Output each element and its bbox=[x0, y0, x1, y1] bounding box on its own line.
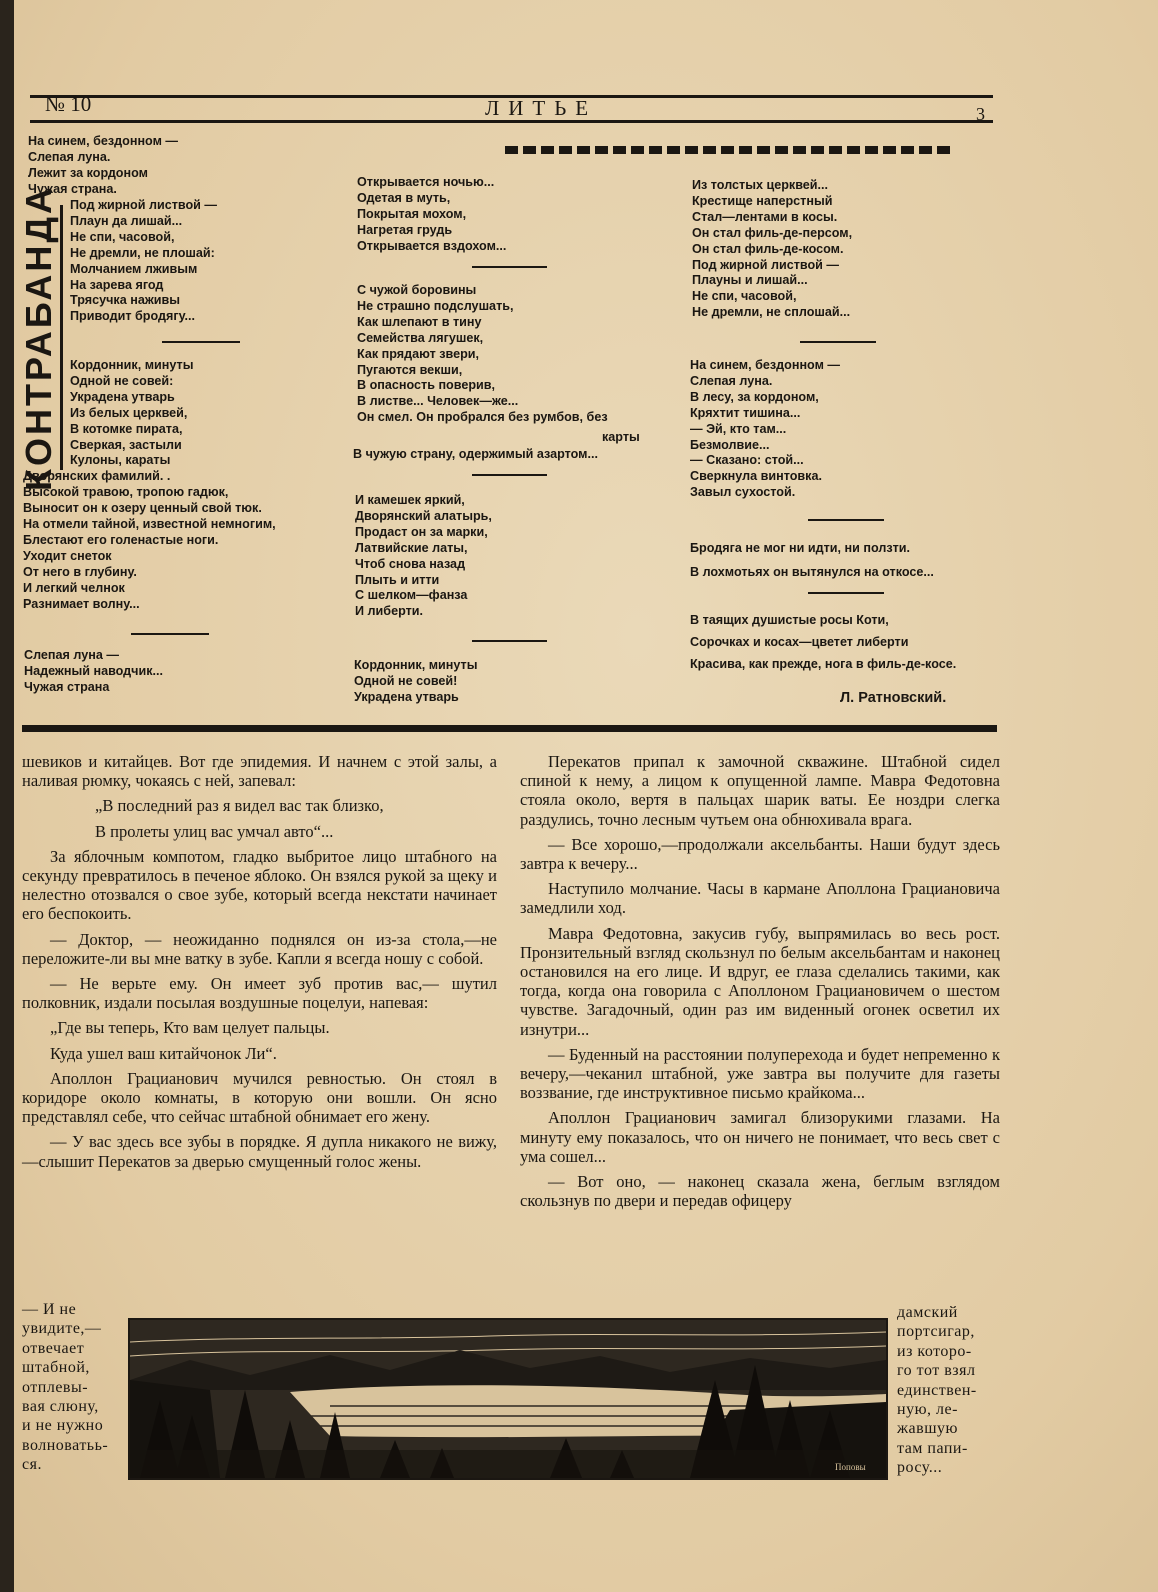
stanza-rule bbox=[472, 474, 547, 476]
text-line: Кулоны, караты bbox=[70, 453, 171, 468]
text-line: Латвийские латы, bbox=[355, 540, 468, 555]
text-line: И легкий челнок bbox=[23, 580, 125, 595]
text-line: Не спи, часовой, bbox=[70, 229, 175, 244]
prose-left-narrow bbox=[22, 1300, 117, 1475]
poem-column-2-stanza-2-end bbox=[353, 447, 598, 463]
paragraph: — Все хорошо,—продолжали аксельбанты. Наши будут здесь завтра к вечеру... bbox=[520, 834, 1000, 874]
poem-title: КОНТРАБАНДА bbox=[18, 184, 59, 491]
text-line: портсигар, bbox=[897, 1323, 975, 1341]
text-line: На синем, бездонном — bbox=[28, 134, 178, 148]
text-line: вая слюну, bbox=[22, 1398, 99, 1416]
poem-signature: Л. Ратновский. bbox=[840, 690, 947, 706]
dashed-rule bbox=[505, 146, 951, 154]
text-line: В чужую страну, одержимый азартом... bbox=[353, 447, 598, 461]
text-line: — Сказано: стой... bbox=[690, 453, 804, 468]
text-line: Покрытая мохом, bbox=[357, 206, 467, 221]
text-line: Кряхтит тишина... bbox=[690, 405, 801, 420]
poem-column-3-stanza-4 bbox=[690, 609, 956, 675]
stanza-rule bbox=[162, 341, 240, 343]
text-line: Под жирной листвой — bbox=[70, 198, 217, 212]
prose-right-narrow bbox=[897, 1303, 997, 1478]
text-line: На отмели тайной, известной немногим, bbox=[23, 517, 276, 532]
text-line: Из толстых церквей... bbox=[692, 178, 829, 192]
text-line: Пугаются векши, bbox=[357, 362, 463, 377]
text-line: Кордонник, минуты bbox=[354, 658, 478, 672]
text-line: Крестище наперстный bbox=[692, 193, 833, 208]
text-line: дамский bbox=[897, 1304, 958, 1321]
stanza-rule bbox=[472, 266, 547, 268]
text-line: там папи- bbox=[897, 1439, 968, 1457]
poem-column-1-stanza-3 bbox=[24, 648, 163, 696]
text-line: Не дремли, не плошай: bbox=[70, 245, 215, 260]
paragraph: Аполлон Грацианович мучился ревностью. Он стоял в коридоре около комнаты, в которую они вошли. Он ясно представлял себе, что сейчас штабной обнимает его жену. bbox=[22, 1068, 497, 1127]
text-line: волноватьь- bbox=[22, 1436, 109, 1454]
stanza-rule bbox=[808, 519, 884, 521]
text-line: И камешек яркий, bbox=[355, 493, 465, 507]
text-line: Уходит снеток bbox=[23, 548, 112, 563]
poem-column-2-stanza-3 bbox=[355, 493, 492, 620]
stanza-rule bbox=[800, 341, 876, 343]
paragraph: Перекатов припал к замочной скважине. Штабной сидел спиной к нему, а лицом к опущенной лампе. Мавра Федотовна стояла около, вертя в пальцах шарик ваты. Ее ноздри слегка раздулись, точно лесным чутьем она обнюхивала врага. bbox=[520, 752, 1000, 829]
text-line: ную, ле- bbox=[897, 1401, 958, 1419]
poem-column-3-stanza-2 bbox=[690, 358, 840, 501]
text-line: Лежит за кордоном bbox=[28, 165, 148, 180]
text-line: ся. bbox=[22, 1456, 42, 1474]
text-line: Дворянских фамилий. . bbox=[23, 469, 171, 484]
poem-karty: карты bbox=[602, 430, 640, 444]
stanza-rule bbox=[131, 633, 209, 635]
newspaper-title: ЛИТЬЕ bbox=[485, 96, 598, 120]
poem-column-2-stanza-2 bbox=[357, 283, 608, 426]
text-line: Из белых церквей, bbox=[70, 405, 188, 420]
text-line: и не нужно bbox=[22, 1417, 104, 1435]
text-line: Слепая луна. bbox=[690, 373, 773, 388]
text-line: Плауны и лишай... bbox=[692, 273, 808, 288]
text-line: го тот взял bbox=[897, 1362, 976, 1380]
text-line: Разнимает волну... bbox=[23, 596, 140, 611]
text-line: В лесу, за кордоном, bbox=[690, 389, 819, 404]
text-line: Чтоб снова назад bbox=[355, 556, 466, 571]
paragraph: — У вас здесь все зубы в порядке. Я дупла никакого не вижу,—слышит Перекатов за дверью смущенный голос жены. bbox=[22, 1132, 497, 1171]
paragraph: В пролеты улиц вас умчал авто“... bbox=[95, 821, 334, 841]
poem-column-2-stanza-1 bbox=[357, 175, 506, 255]
text-line: Красива, как прежде, нога в филь-де-косе. bbox=[690, 657, 957, 671]
prose-right-column bbox=[520, 752, 1000, 1216]
text-line: Семейства лягушек, bbox=[357, 330, 484, 345]
paragraph: „В последний раз я видел вас так близко, bbox=[95, 796, 384, 816]
text-line: Как прядают звери, bbox=[357, 346, 480, 361]
paragraph: Наступило молчание. Часы в кармане Аполлона Грациановича замедлили ход. bbox=[520, 879, 1000, 918]
text-line: Стал—лентами в косы. bbox=[692, 209, 838, 224]
text-line: из которо- bbox=[897, 1342, 972, 1360]
landscape-illustration bbox=[130, 1320, 886, 1478]
text-line: Он смел. Он пробрался без румбов, без bbox=[357, 410, 608, 425]
text-line: Плыть и итти bbox=[355, 572, 440, 587]
text-line: единствен- bbox=[897, 1381, 977, 1399]
text-line: Сверкнула винтовка. bbox=[690, 469, 822, 484]
poem-column-3-stanza-1 bbox=[692, 178, 852, 321]
text-line: Сверкая, застыли bbox=[70, 437, 182, 452]
text-line: В таящих душистые росы Коти, bbox=[690, 613, 889, 627]
text-line: Приводит бродягу... bbox=[70, 309, 195, 324]
text-line: Не страшно подслушать, bbox=[357, 298, 514, 313]
text-line: От него в глубину. bbox=[23, 564, 137, 579]
text-line: Выносит он к озеру ценный свой тюк. bbox=[23, 501, 262, 516]
text-line: В опасность поверив, bbox=[357, 378, 496, 393]
paragraph: — Вот оно, — наконец сказала жена, беглым взглядом скользнув по двери и передав офицеру bbox=[520, 1172, 1000, 1211]
text-line: Слепая луна. bbox=[28, 149, 111, 164]
text-line: С шелком—фанза bbox=[355, 588, 468, 603]
text-line: Высокой травою, тропою гадюк, bbox=[23, 485, 229, 500]
poem-column-1-block bbox=[70, 198, 217, 325]
text-line: Одной не совей! bbox=[354, 673, 458, 688]
prose-left-column bbox=[22, 752, 497, 1177]
text-line: Бродяга не мог ни идти, ни ползти. bbox=[690, 541, 911, 555]
paragraph: — Не верьте ему. Он имеет зуб против вас,— шутил полковник, издали посылая воздушные поцелуи, напевая: bbox=[22, 974, 497, 1013]
paragraph: — Буденный на расстоянии полуперехода и будет непременно к вечеру,—чеканил штабной, уже завтра вы получите для газеты воззвание, где инструктивное письмо крайкома... bbox=[520, 1044, 1000, 1103]
paragraph: Куда ушел ваш китайчонок Ли“. bbox=[50, 1043, 277, 1063]
text-line: Чужая страна bbox=[24, 679, 110, 694]
text-line: Открывается вздохом... bbox=[357, 238, 507, 253]
text-line: Продаст он за марки, bbox=[355, 524, 488, 539]
text-line: Блестают его голенастые ноги. bbox=[23, 532, 219, 547]
text-line: Украдена утварь bbox=[70, 389, 175, 404]
paragraph: „Где вы теперь, Кто вам целует пальцы. bbox=[50, 1018, 330, 1038]
text-line: Под жирной листвой — bbox=[692, 257, 839, 272]
text-line: Безмолвие... bbox=[690, 437, 770, 452]
text-line: отплевы- bbox=[22, 1378, 89, 1396]
text-line: Кордонник, минуты bbox=[70, 358, 194, 372]
text-line: Нагретая грудь bbox=[357, 222, 453, 237]
text-line: Сорочках и косах—цветет либерти bbox=[690, 635, 909, 649]
text-line: Открывается ночью... bbox=[357, 175, 495, 189]
section-divider bbox=[22, 725, 997, 732]
text-line: На зарева ягод bbox=[70, 277, 164, 292]
text-line: Молчанием лживым bbox=[70, 261, 198, 276]
paragraph: — Доктор, — неожиданно поднялся он из-за стола,—не переложите-ли вы мне ватку в зубе. Капли я всегда ношу с собой. bbox=[22, 929, 497, 968]
text-line: Чужая страна. bbox=[28, 181, 117, 196]
paragraph: Аполлон Грацианович замигал близорукими глазами. На минуту ему показалось, что он ничего не понимает, что весь свет с ума сошел... bbox=[520, 1108, 1000, 1166]
text-line: Не дремли, не сплошай... bbox=[692, 305, 851, 320]
illustration-signature: Поповы bbox=[835, 1462, 866, 1472]
text-line: жавшую bbox=[897, 1420, 958, 1438]
text-line: увидите,— bbox=[22, 1320, 102, 1338]
text-line: С чужой боровины bbox=[357, 283, 477, 297]
text-line: Не спи, часовой, bbox=[692, 289, 797, 304]
text-line: — Эй, кто там... bbox=[690, 421, 787, 436]
stanza-rule bbox=[472, 640, 547, 642]
landscape-woodcut bbox=[128, 1318, 888, 1480]
issue-number: № 10 bbox=[45, 92, 92, 116]
text-line: И либерти. bbox=[355, 604, 424, 619]
text-line: Одетая в муть, bbox=[357, 190, 451, 205]
poem-title-bar bbox=[60, 205, 63, 470]
binding-edge bbox=[0, 0, 14, 1592]
text-line: В котомке пирата, bbox=[70, 421, 183, 436]
text-line: Дворянский алатырь, bbox=[355, 508, 492, 523]
text-line: Одной не совей: bbox=[70, 373, 174, 388]
text-line: — И не bbox=[22, 1301, 77, 1318]
text-line: Надежный наводчик... bbox=[24, 663, 164, 678]
text-line: Слепая луна — bbox=[24, 648, 119, 662]
text-line: Он стал филь-де-косом. bbox=[692, 241, 844, 256]
text-line: В листве... Человек—же... bbox=[357, 394, 519, 409]
text-line: Трясучка наживы bbox=[70, 293, 180, 308]
paragraph: Мавра Федотовна, закусив губу, выпрямилась во весь рост. Пронзительный взгляд скользнул по белым аксельбантам и наконец остановился на его лице. И вдруг, ее глаза сделались такими, как тогда, когда она говорила с Аполлоном Грациановичем о шестом чувстве. Загадочный, один раз им виденный огонек осветил их изнутри... bbox=[520, 923, 1000, 1039]
text-line: Как шлепают в тину bbox=[357, 314, 482, 329]
poem-column-2-stanza-4 bbox=[354, 658, 477, 706]
poem-column-3-stanza-3 bbox=[690, 536, 934, 584]
text-line: Украдена утварь bbox=[354, 689, 459, 704]
text-line: Плаун да лишай... bbox=[70, 213, 183, 228]
stanza-rule bbox=[808, 592, 884, 594]
text-line: Он стал филь-де-персом, bbox=[692, 225, 853, 240]
text-line: росу... bbox=[897, 1459, 943, 1477]
text-line: отвечает bbox=[22, 1339, 85, 1357]
poem-column-1-stanza-2 bbox=[23, 358, 276, 613]
text-line: Завыл сухостой. bbox=[690, 485, 796, 500]
page-number: 3 bbox=[976, 104, 985, 124]
paragraph: За яблочным компотом, гладко выбритое лицо штабного на секунду превратилось в печеное яблоко. Он взялся рукой за щеку и нелестно отозвался о свое зубе, который всегда некстати начинает его беспокоить. bbox=[22, 846, 497, 924]
text-line: штабной, bbox=[22, 1359, 90, 1377]
text-line: На синем, бездонном — bbox=[690, 358, 840, 372]
text-line: В лохмотьях он вытянулся на откосе... bbox=[690, 565, 934, 579]
paragraph: шевиков и китайцев. Вот где эпидемия. И начнем с этой залы, а наливая рюмку, чокаясь с ней, запевал: bbox=[22, 752, 497, 791]
